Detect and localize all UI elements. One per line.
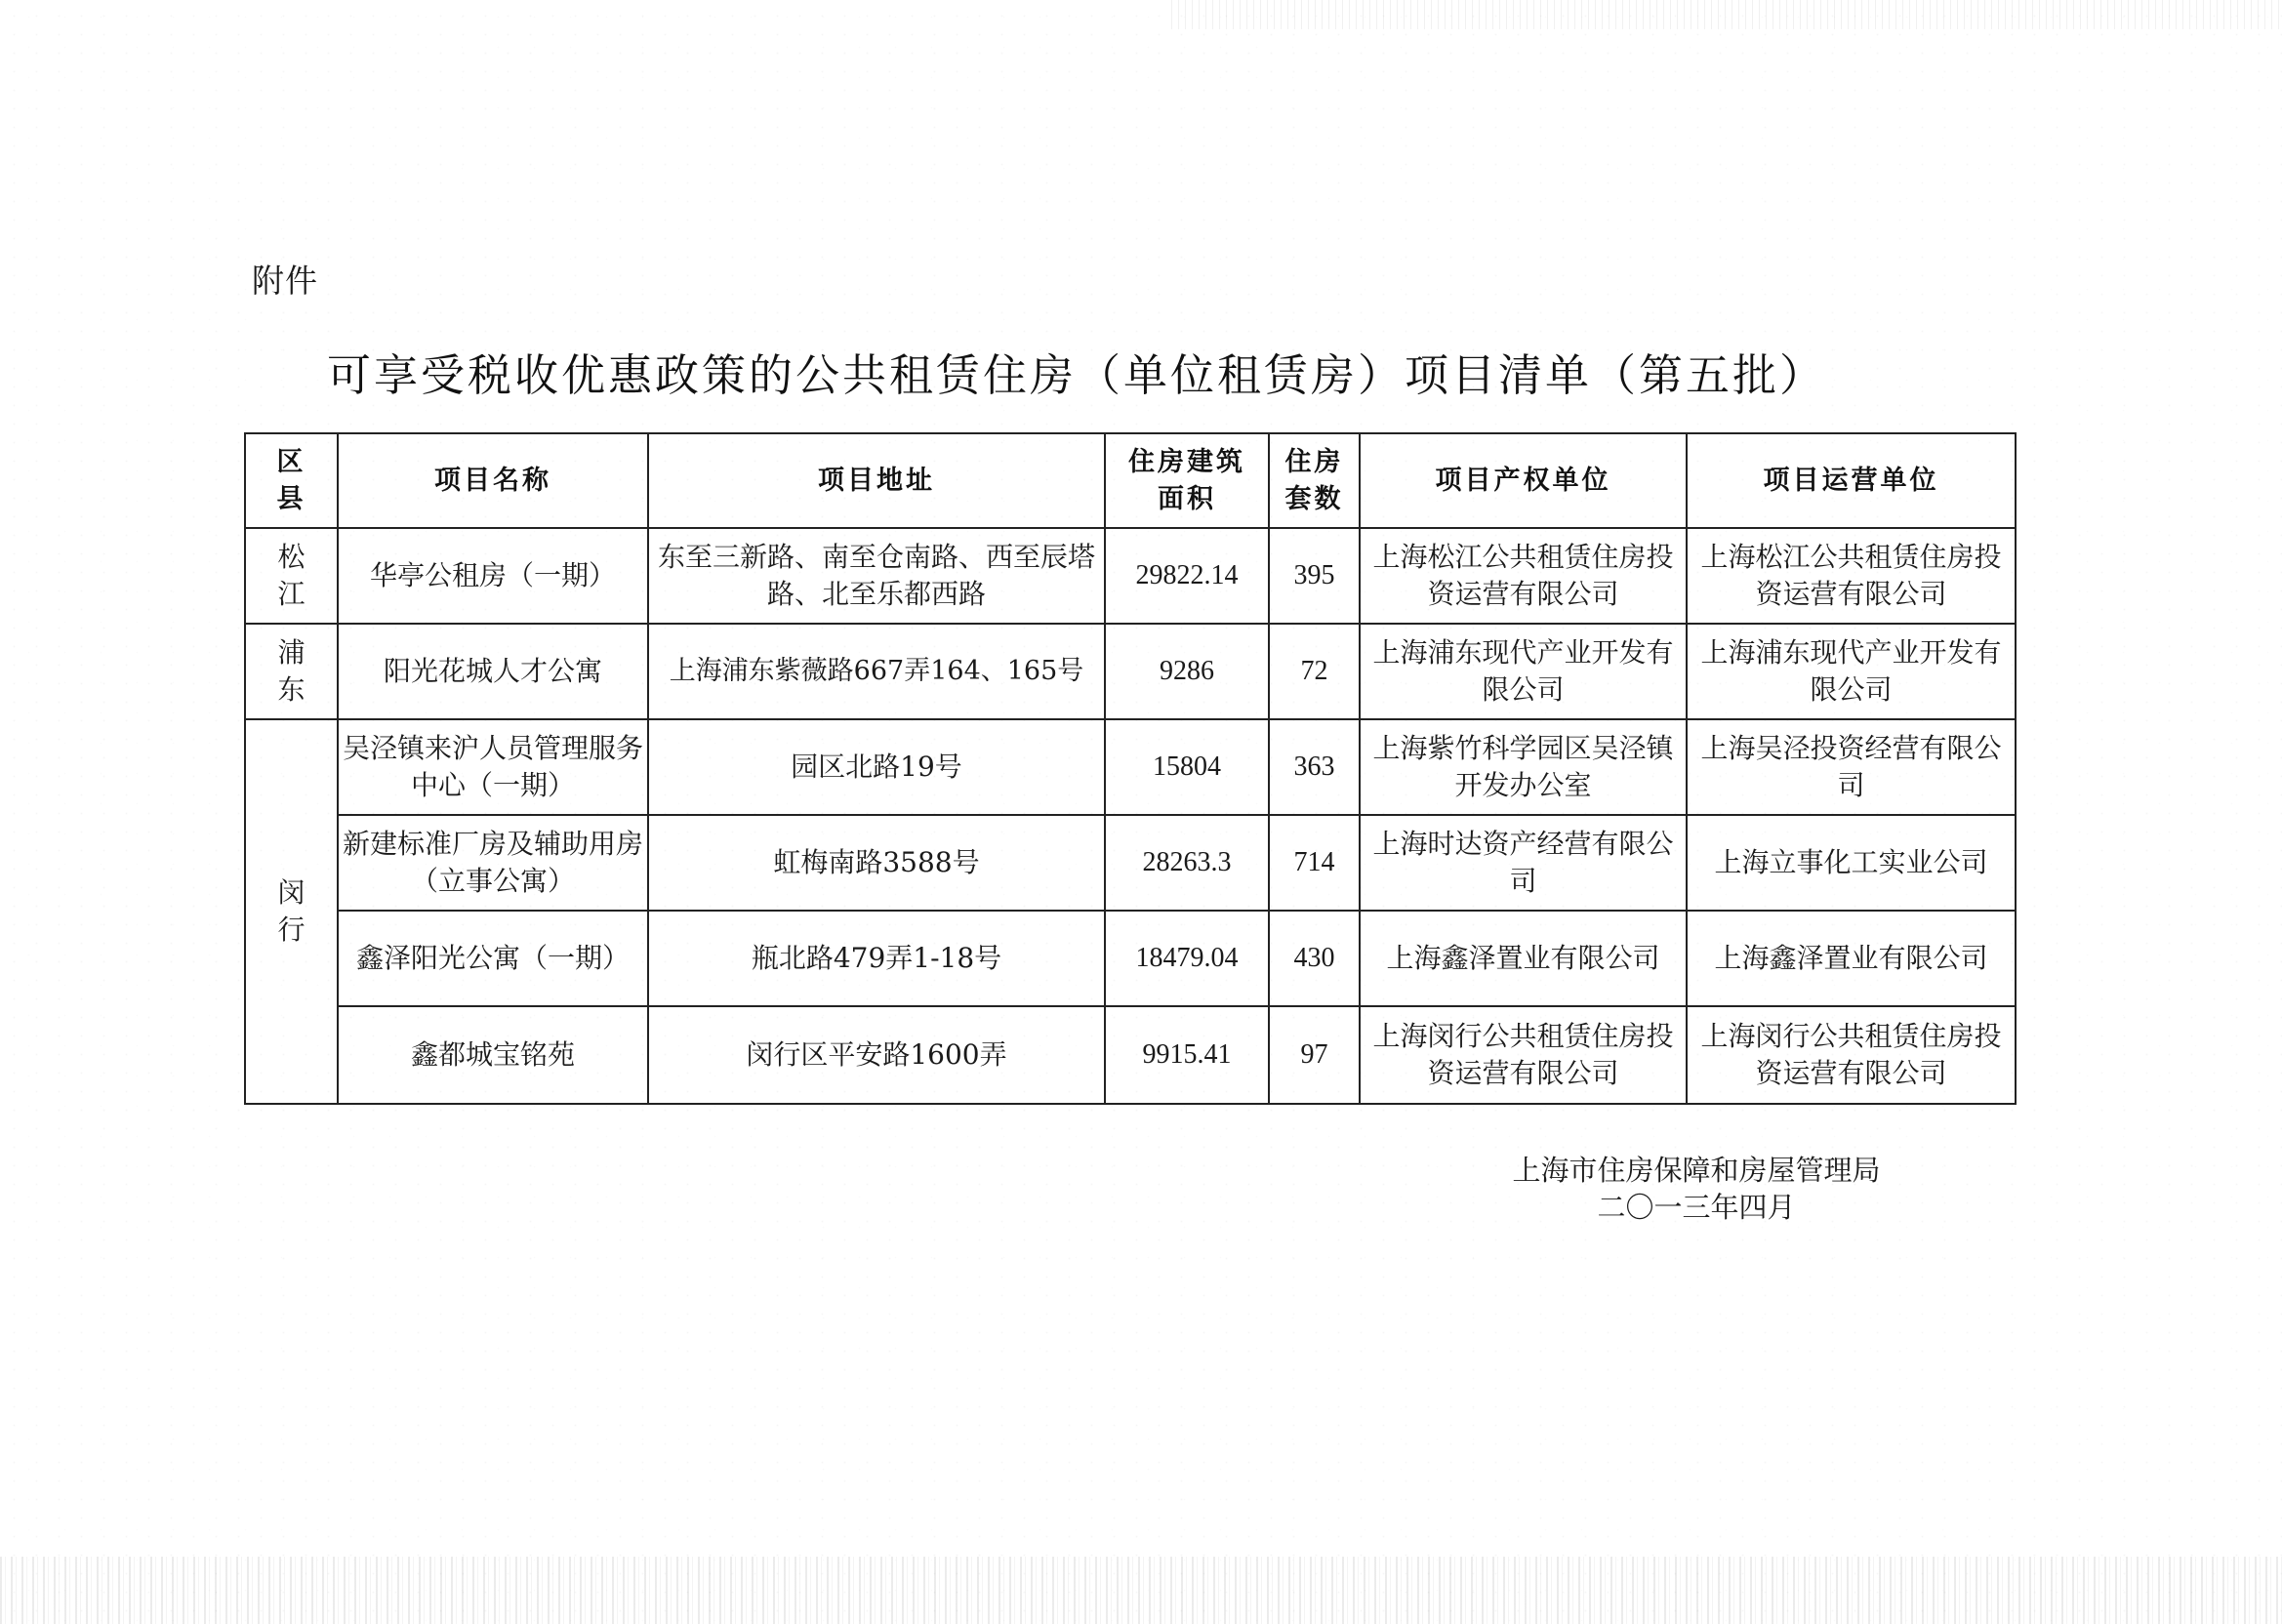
header-project-name: 项目名称 <box>338 433 648 528</box>
header-area: 住房建筑面积 <box>1105 433 1269 528</box>
header-address: 项目地址 <box>648 433 1105 528</box>
owner-cell: 上海闵行公共租赁住房投资运营有限公司 <box>1360 1006 1687 1104</box>
operator-cell: 上海闵行公共租赁住房投资运营有限公司 <box>1687 1006 2016 1104</box>
operator-cell: 上海松江公共租赁住房投资运营有限公司 <box>1687 528 2016 624</box>
address-cell: 上海浦东紫薇路667弄164、165号 <box>648 624 1105 719</box>
owner-cell: 上海浦东现代产业开发有限公司 <box>1360 624 1687 719</box>
address-cell: 闵行区平安路1600弄 <box>648 1006 1105 1104</box>
document-title: 可享受税收优惠政策的公共租赁住房（单位租赁房）项目清单（第五批） <box>327 349 1827 401</box>
units-cell: 72 <box>1269 624 1360 719</box>
area-cell: 9915.41 <box>1105 1006 1269 1104</box>
table-row <box>245 911 2016 1006</box>
project-name-cell: 鑫都城宝铭苑 <box>338 1006 648 1104</box>
table-row <box>245 624 2016 719</box>
address-cell: 瓶北路479弄1-18号 <box>648 911 1105 1006</box>
issue-date: 二〇一三年四月 <box>1597 1191 1796 1224</box>
header-operator: 项目运营单位 <box>1687 433 2016 528</box>
attachment-label: 附件 <box>252 262 318 300</box>
table-row <box>245 815 2016 911</box>
area-cell: 9286 <box>1105 624 1269 719</box>
area-cell: 29822.14 <box>1105 528 1269 624</box>
area-cell: 15804 <box>1105 719 1269 815</box>
project-name-cell: 阳光花城人才公寓 <box>338 624 648 719</box>
issuing-organization: 上海市住房保障和房屋管理局 <box>1512 1154 1881 1187</box>
project-name-cell: 华亭公租房（一期） <box>338 528 648 624</box>
owner-cell: 上海紫竹科学园区吴泾镇开发办公室 <box>1360 719 1687 815</box>
district-cell: 闵行 <box>245 719 338 1104</box>
address-cell: 东至三新路、南至仓南路、西至辰塔路、北至乐都西路 <box>648 528 1105 624</box>
header-units: 住房套数 <box>1269 433 1360 528</box>
units-cell: 97 <box>1269 1006 1360 1104</box>
operator-cell: 上海鑫泽置业有限公司 <box>1687 911 2016 1006</box>
project-list-table <box>244 432 2017 1105</box>
operator-cell: 上海吴泾投资经营有限公司 <box>1687 719 2016 815</box>
operator-cell: 上海浦东现代产业开发有限公司 <box>1687 624 2016 719</box>
units-cell: 363 <box>1269 719 1360 815</box>
units-cell: 714 <box>1269 815 1360 911</box>
area-cell: 18479.04 <box>1105 911 1269 1006</box>
owner-cell: 上海时达资产经营有限公司 <box>1360 815 1687 911</box>
project-name-cell: 吴泾镇来沪人员管理服务中心（一期） <box>338 719 648 815</box>
district-cell: 松江 <box>245 528 338 624</box>
operator-cell: 上海立事化工实业公司 <box>1687 815 2016 911</box>
signature-block <box>1472 1152 1921 1226</box>
units-cell: 430 <box>1269 911 1360 1006</box>
header-owner: 项目产权单位 <box>1360 433 1687 528</box>
header-district: 区县 <box>245 433 338 528</box>
scan-noise-top <box>1171 0 2282 29</box>
table-row <box>245 1006 2016 1104</box>
project-name-cell: 鑫泽阳光公寓（一期） <box>338 911 648 1006</box>
project-name-cell: 新建标准厂房及辅助用房（立事公寓） <box>338 815 648 911</box>
table-row <box>245 528 2016 624</box>
table-row <box>245 719 2016 815</box>
area-cell: 28263.3 <box>1105 815 1269 911</box>
owner-cell: 上海鑫泽置业有限公司 <box>1360 911 1687 1006</box>
district-cell: 浦东 <box>245 624 338 719</box>
table-header-row <box>245 433 2016 528</box>
units-cell: 395 <box>1269 528 1360 624</box>
scan-noise-bottom <box>0 1557 2282 1624</box>
owner-cell: 上海松江公共租赁住房投资运营有限公司 <box>1360 528 1687 624</box>
address-cell: 园区北路19号 <box>648 719 1105 815</box>
address-cell: 虹梅南路3588号 <box>648 815 1105 911</box>
